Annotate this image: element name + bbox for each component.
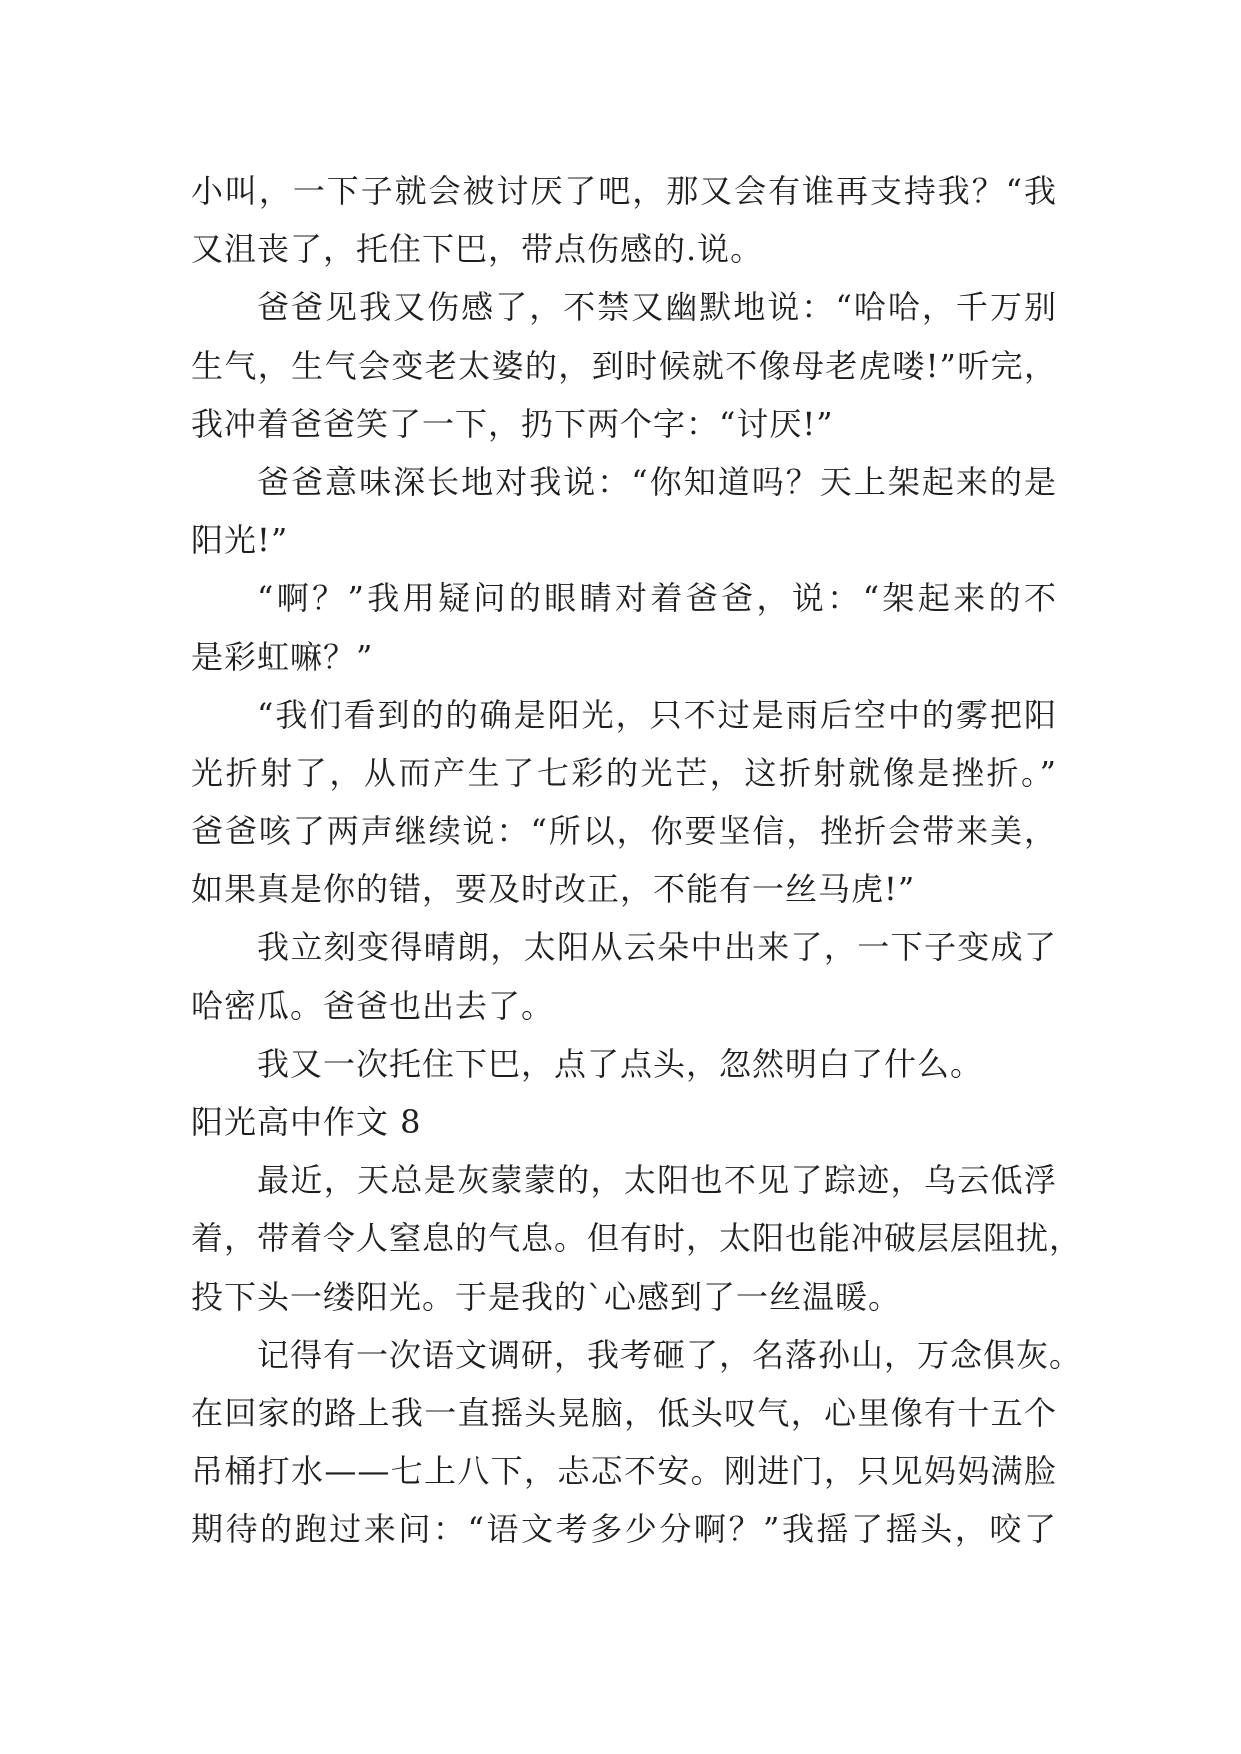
text-line: 期待的跑过来问：“语文考多少分啊？”我摇了摇头，咬了 [191, 1510, 1057, 1549]
text-line: 爸爸咳了两声继续说：“所以，你要坚信，挫折会带来美， [191, 812, 1057, 851]
paragraph-first-line: 最近，天总是灰蒙蒙的，太阳也不见了踪迹，乌云低浮 [257, 1161, 1057, 1200]
body-text [191, 162, 1083, 1559]
text-line: 吊桶打水——七上八下，忐忑不安。刚进门，只见妈妈满脸 [191, 1452, 1057, 1491]
text-line: 投下头一缕阳光。于是我的`心感到了一丝温暖。 [191, 1277, 902, 1316]
paragraph-first-line: 我立刻变得晴朗，太阳从云朵中出来了，一下子变成了 [257, 928, 1057, 967]
section-heading: 阳光高中作文 8 [191, 1103, 422, 1141]
paragraph-first-line: “我们看到的的确是阳光，只不过是雨后空中的雾把阳 [257, 695, 1057, 734]
text-line: 哈密瓜。爸爸也出去了。 [191, 986, 555, 1025]
text-line: 是彩虹嘛？” [191, 637, 374, 676]
text-line: 小叫，一下子就会被讨厌了吧，那又会有谁再支持我？“我 [191, 172, 1057, 210]
text-line: 又沮丧了，托住下巴，带点伤感的.说。 [191, 230, 764, 269]
paragraph-first-line: “啊？”我用疑问的眼睛对着爸爸，说：“架起来的不 [257, 579, 1057, 618]
text-line: 我冲着爸爸笑了一下，扔下两个字：“讨厌!” [191, 404, 834, 443]
text-line: 着，带着令人窒息的气息。但有时，太阳也能冲破层层阻扰， [191, 1219, 1083, 1258]
text-line: 生气，生气会变老太婆的，到时候就不像母老虎喽!”听完， [191, 346, 1057, 385]
text-line: 如果真是你的错，要及时改正，不能有一丝马虎!” [191, 870, 916, 909]
paragraph-first-line: 记得有一次语文调研，我考砸了，名落孙山，万念俱灰。 [257, 1335, 1083, 1374]
text-line: 光折射了，从而产生了七彩的光芒，这折射就像是挫折。” [191, 753, 1057, 792]
text-line: 在回家的路上我一直摇头晃脑，低头叹气，心里像有十五个 [191, 1393, 1057, 1432]
paragraph-first-line: 爸爸见我又伤感了，不禁又幽默地说：“哈哈，千万别 [257, 288, 1057, 327]
paragraph-first-line: 我又一次托住下巴，点了点头，忽然明白了什么。 [257, 1044, 984, 1083]
paragraph-first-line: 爸爸意味深长地对我说：“你知道吗？天上架起来的是 [257, 462, 1057, 501]
text-line: 阳光!” [191, 521, 289, 560]
